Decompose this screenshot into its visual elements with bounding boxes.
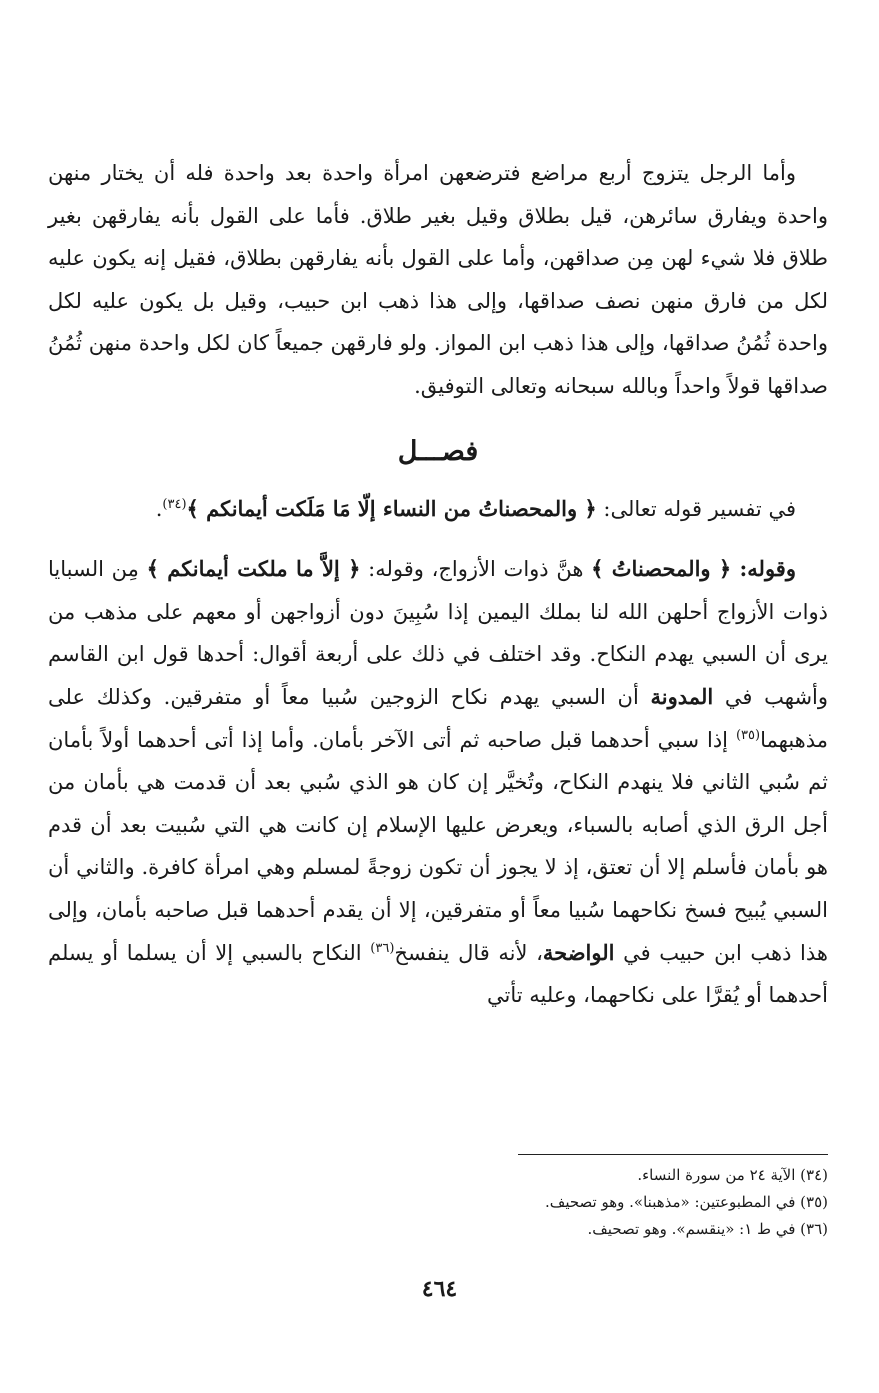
footnote-36: (٣٦) في ط ١: «ينقسم». وهو تصحيف. [587, 1220, 828, 1238]
main-bold-5: المدونة [650, 683, 714, 709]
footnote-ref-35: (٣٥) [735, 727, 761, 743]
footnotes [68, 1162, 828, 1243]
main-bold-8: الواضحة [542, 939, 615, 965]
verse-lead: في تفسير قوله تعالى: [596, 496, 796, 521]
main-paragraph [48, 548, 828, 1017]
page-body [48, 152, 828, 1017]
main-text-10: النكاح بالسبي إلا أن يسلما أو يسلم أحدهما أو يُقرَّا على نكاحهما، وعليه تأتي [48, 940, 828, 1008]
main-text-7: إذا سبي أحدهما قبل صاحبه ثم أتى الآخر بأمان. وأما إذا أتى أحدهما أولاً بأمان ثم سُبي الثاني فلا ينهدم النكاح، وتُخيَّر إن كان هو الذي سُبي بعد أن قدمت هي بأمان من أجل الرق الذي أصابه بالسباء، ويعرض عليها الإسلام إن كانت هي التي سُبيت بعد أن قدم هو بأمان فأسلم إلا أن تعتق، إذ لا يجوز أن تكون زوجةً لمسلم وهي امرأة كافرة. والثاني أن السبي يُبيح فسخ نكاحهما سُبيا معاً أو متفرقين، إلا أن يقدم أحدهما قبل صاحبه بأمان، وإلى هذا ذهب ابن حبيب في [48, 727, 828, 965]
footnote-ref-34: (٣٤) [162, 496, 187, 512]
verse-tail: . [155, 496, 163, 521]
main-text-9: ، لأنه قال ينفسخ [394, 940, 543, 965]
main-bold-3: ﴿ إلاَّ ما ملكت أيمانكم ﴾ [146, 556, 361, 582]
footnote-divider [518, 1154, 828, 1155]
intro-paragraph: وأما الرجل يتزوج أربع مراضع فترضعهن امرأة واحدة بعد واحدة فله أن يختار منهن واحدة ويفارق سائرهن، قيل بطلاق وقيل بغير طلاق. فأما على القول بأنه يفارقهن بغير طلاق فلا شيء لهن مِن صداقهن، وأما على القول بأنه يفارقهن بطلاق، فقيل إنه يكون عليه لكل من فارق منهن نصف صداقها، وإلى هذا ذهب ابن حبيب، وقيل بل يكون عليه لكل واحدة ثُمُنُ صداقها، وإلى هذا ذهب ابن المواز. ولو فارقهن جميعاً كان لكل واحدة منهن ثُمُنُ صداقها قولاً واحداً وبالله سبحانه وتعالى التوفيق. [48, 161, 829, 398]
page-number: ٤٦٤ [421, 1276, 458, 1302]
section-heading: فصـــل [397, 435, 479, 467]
footnote-35: (٣٥) في المطبوعتين: «مذهبنا». وهو تصحيف. [545, 1193, 828, 1211]
footnote-34: (٣٤) الآية ٢٤ من سورة النساء. [637, 1166, 828, 1184]
main-text-4: مِن السبايا ذوات الأزواج أحلهن الله لنا بملك اليمين إذا سُبِينَ دون أزواجهن أو معهم على مذهب من يرى أن السبي يهدم النكاح. وقد اختلف في ذلك على أربعة أقوال: أحدها قول ابن القاسم وأشهب في [48, 557, 829, 709]
verse-paragraph [48, 488, 828, 531]
main-text-6: أن السبي يهدم نكاح الزوجين سُبيا معاً أو متفرقين. وكذلك على مذهبهما [48, 684, 828, 752]
footnote-ref-36: (٣٦) [370, 940, 395, 956]
main-bold-1: وقوله: ﴿ والمحصناتُ ﴾ [591, 556, 796, 582]
verse-quote: ﴿ والمحصناتُ من النساء إلّا مَا مَلَكت أيمانكم ﴾ [186, 495, 597, 521]
main-text-2: هنَّ ذوات الأزواج، وقوله: [360, 557, 592, 582]
